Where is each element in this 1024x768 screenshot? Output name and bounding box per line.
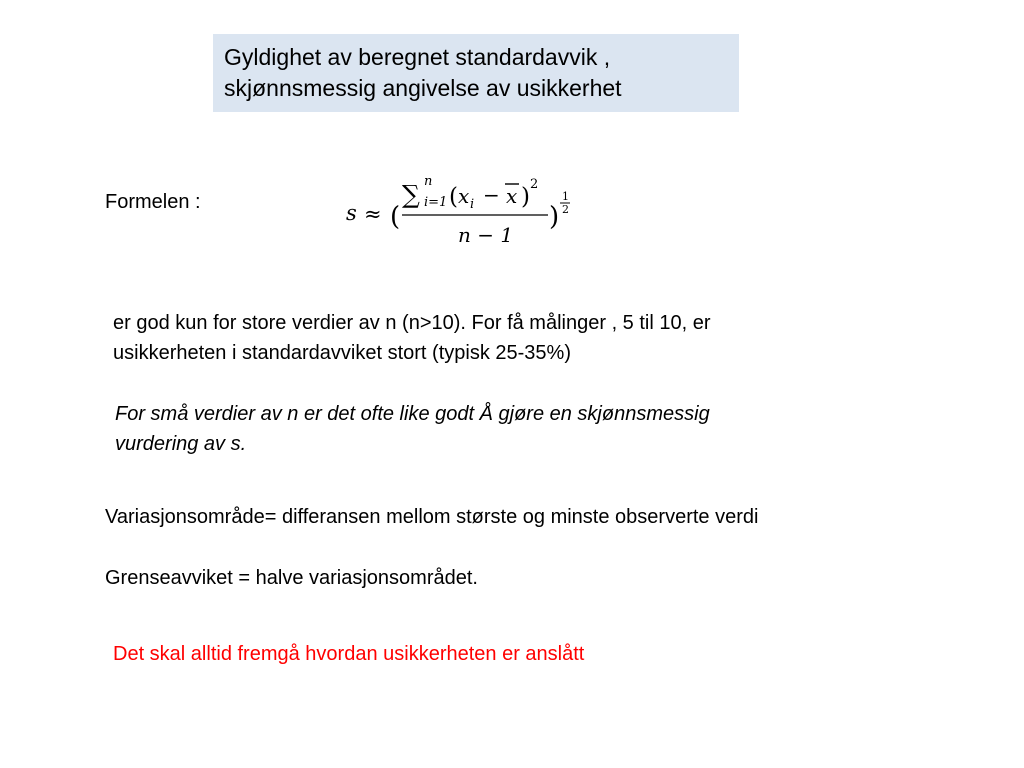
title-line-1: Gyldighet av beregnet standardavvik ,: [224, 44, 611, 70]
title-box: [213, 34, 739, 112]
formula-term-open: (: [449, 184, 458, 210]
paragraph-small-n-line-2: vurdering av s.: [115, 433, 247, 455]
grense-definition: Grenseavviket = halve variasjonsområdet.: [105, 567, 478, 589]
variasjon-definition: Variasjonsområde= differansen mellom største og minste observerte verdi: [105, 506, 759, 528]
formula-lhs: s: [346, 201, 357, 225]
formula-exp-num: 1: [562, 190, 569, 203]
formula-outer-close: ): [549, 202, 560, 232]
formula-label: Formelen :: [105, 191, 201, 213]
formula-exp-den: 2: [562, 203, 569, 216]
formula-square: 2: [530, 177, 539, 192]
formula-term-minus: −: [483, 183, 500, 207]
formula-term-i: i: [470, 197, 475, 212]
paragraph-large-n-line-1: er god kun for store verdier av n (n>10). For få målinger , 5 til 10, er: [113, 312, 711, 334]
formula-outer-open: (: [390, 202, 401, 232]
formula-term-x: x: [458, 184, 470, 208]
formula-sum-lower: i=1: [424, 195, 448, 210]
formula-term-close: ): [521, 184, 530, 210]
warning-note: Det skal alltid fremgå hvordan usikkerheten er anslått: [113, 643, 585, 665]
formula-sum: ∑: [402, 180, 420, 209]
std-dev-formula: [344, 170, 614, 252]
title-line-2: skjønnsmessig angivelse av usikkerhet: [224, 75, 622, 101]
formula-denominator: n − 1: [458, 223, 514, 247]
paragraph-small-n: [115, 399, 710, 459]
paragraph-large-n-line-2: usikkerheten i standardavviket stort (typisk 25-35%): [113, 342, 571, 364]
formula-sum-upper: n: [424, 174, 433, 189]
formula-approx: ≈: [364, 202, 382, 226]
paragraph-large-n: [113, 308, 711, 368]
paragraph-small-n-line-1: For små verdier av n er det ofte like godt Å gjøre en skjønnsmessig: [115, 403, 710, 425]
formula-term-xbar: x: [506, 184, 518, 208]
